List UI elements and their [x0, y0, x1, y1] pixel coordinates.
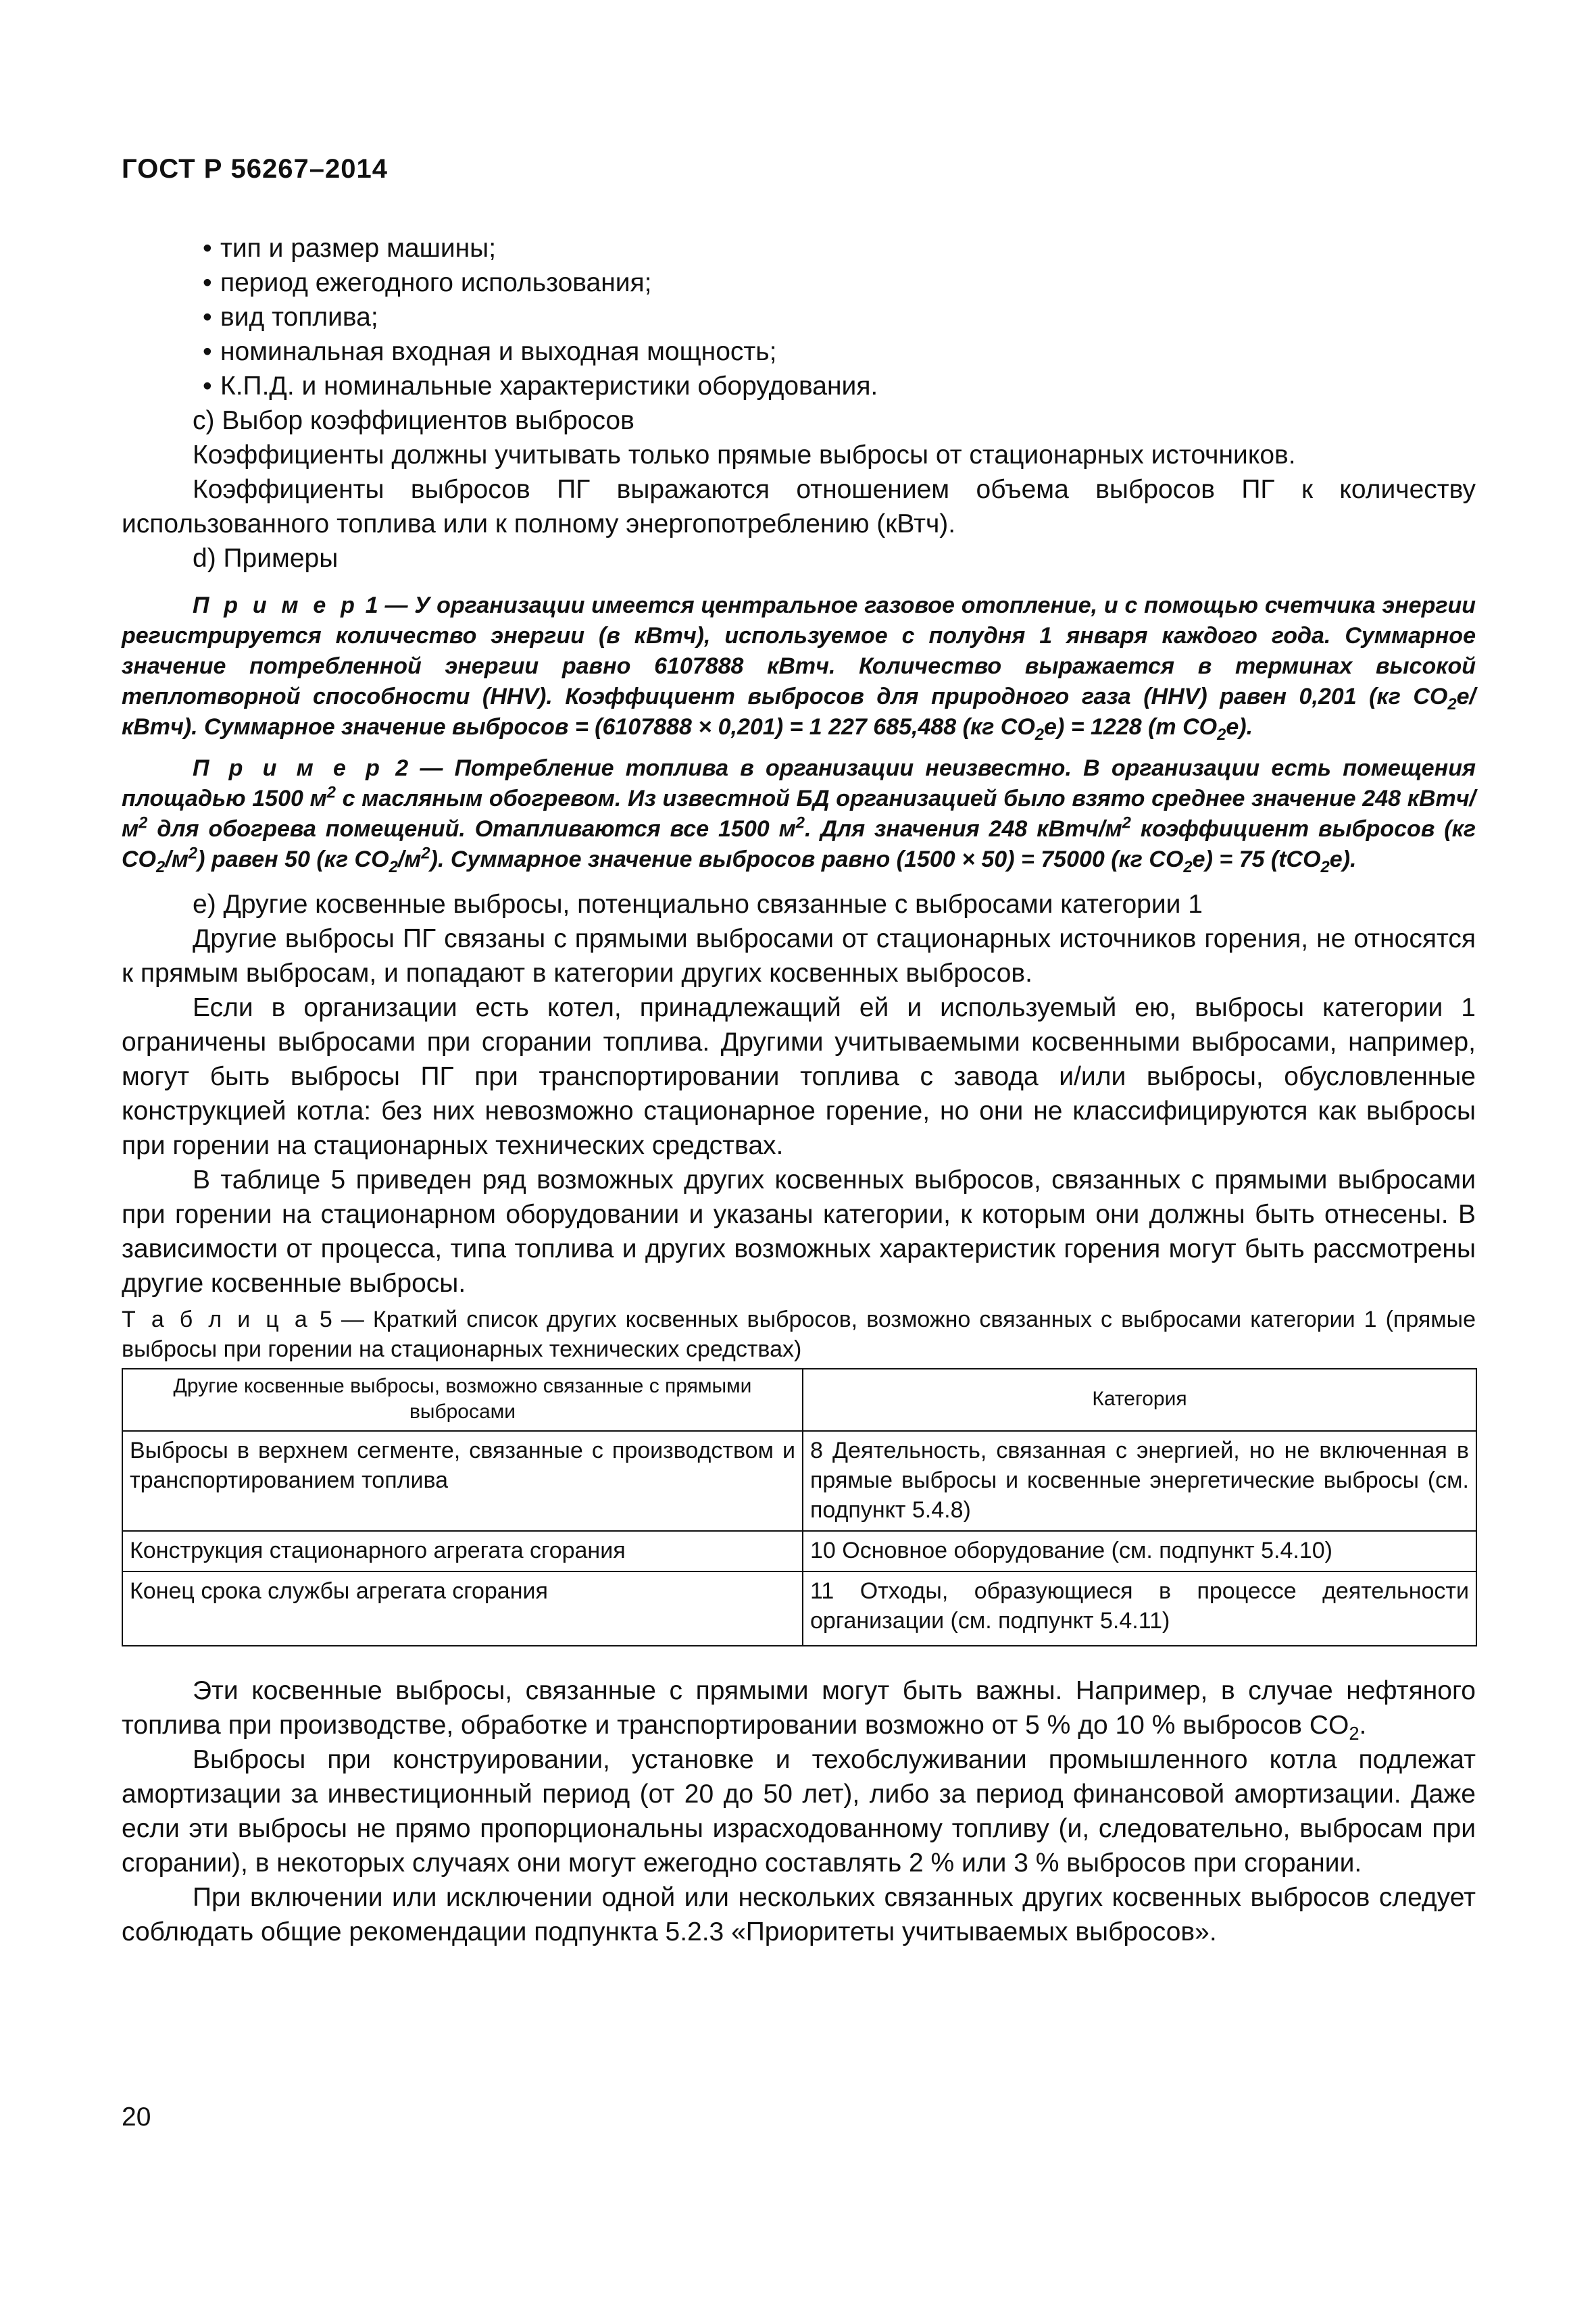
- table-cell: 11 Отходы, образующиеся в процессе деятельности организации (см. подпункт 5.4.11): [803, 1571, 1476, 1646]
- table-cell: 8 Деятельность, связанная с энергией, но не включенная в прямые выбросы и косвенные энергетические выбросы (см. подпункт 5.4.8): [803, 1431, 1476, 1531]
- table-header-row: [122, 1369, 1476, 1431]
- bullet-icon: •: [203, 268, 212, 297]
- section-d-heading: d) Примеры: [193, 544, 339, 573]
- list-item: • номинальная входная и выходная мощность;: [122, 334, 1476, 369]
- bullet-icon: •: [203, 372, 212, 401]
- paragraph: При включении или исключении одной или нескольких связанных других косвенных выбросов следует соблюдать общие рекомендации подпункта 5.2.3 «Приоритеты учитываемых выбросов».: [122, 1883, 1476, 1946]
- list-item: • тип и размер машины;: [122, 231, 1476, 266]
- paragraph: Коэффициенты выбросов ПГ выражаются отношением объема выбросов ПГ к количеству использованного топлива или к полному энергопотреблению (кВтч).: [122, 475, 1476, 538]
- table-row: [122, 1431, 1476, 1531]
- table-caption: Т а б л и ц а 5 — Краткий список других косвенных выбросов, возможно связанных с выбросами категории 1 (прямые выбросы при горении на стационарных технических средствах): [122, 1307, 1476, 1362]
- page-content: [122, 231, 1476, 1949]
- page-number: 20: [122, 2103, 151, 2132]
- bullet-list: [122, 231, 1476, 403]
- list-item: • вид топлива;: [122, 300, 1476, 334]
- section-c-heading: c) Выбор коэффициентов выбросов: [193, 406, 634, 435]
- table-cell: Конец срока службы агрегата сгорания: [122, 1571, 803, 1646]
- table-cell: Конструкция стационарного агрегата сгорания: [122, 1531, 803, 1571]
- table-cell: Выбросы в верхнем сегменте, связанные с производством и транспортированием топлива: [122, 1431, 803, 1531]
- list-item: • К.П.Д. и номинальные характеристики оборудования.: [122, 369, 1476, 403]
- bullet-icon: •: [203, 303, 212, 332]
- paragraph: Другие выбросы ПГ связаны с прямыми выбросами от стационарных источников горения, не относятся к прямым выбросам, и попадают в категории других косвенных выбросов.: [122, 924, 1476, 988]
- paragraph: В таблице 5 приведен ряд возможных других косвенных выбросов, связанных с прямыми выбросами при горении на стационарном оборудовании и указаны категории, к которым они должны быть отнесены. В зависимости от процесса, типа топлива и других возможных характеристик горения могут быть рассмотрены другие косвенные выбросы.: [122, 1165, 1476, 1298]
- list-item: • период ежегодного использования;: [122, 266, 1476, 300]
- table-cell: 10 Основное оборудование (см. подпункт 5.4.10): [803, 1531, 1476, 1571]
- example-2: П р и м е р 2 — Потребление топлива в организации неизвестно. В организации есть помещения площадью 1500 $м^2$ с масляным обогревом. Из известной БД организацией было взято среднее значение 248 кВтч/$м^2$ для обогрева помещений. Отапливаются все 1500 $м^2$. Для значения 248 кВтч/$м^2$ коэффициент выбросов (кг $CO_2/м^2$) равен 50 (кг $CO_2/м^2$). Суммарное значение выбросов равно (1500 × 50) = 75000 (кг $CO_2е) = 75$ (tCO$_2$е).: [122, 755, 1476, 876]
- column-header: Другие косвенные выбросы, возможно связанные с прямыми выбросами: [122, 1369, 803, 1431]
- paragraph: Эти косвенные выбросы, связанные с прямыми могут быть важны. Например, в случае нефтяного топлива при производстве, обработке и транспортировании возможно от 5 % до 10 % выбросов $CO_2$.: [122, 1676, 1476, 1744]
- example-1: П р и м е р 1 — У организации имеется центральное газовое отопление, и с помощью счетчика энергии регистрируется количество энергии (в кВтч), используемое с полудня 1 января каждого года. Суммарное значение потребленной энергии равно 6107888 кВтч. Количество выражается в терминах высокой теплотворной способности (HHV). Коэффициент выбросов для природного газа (HHV) равен 0,201 (кг $CO_2е/кВтч$). Суммарное значение выбросов = (6107888 × 0,201) = 1 227 685,488 (кг $CO_2е) = 1228$ (т $CO_2е$).: [122, 593, 1476, 744]
- column-header: Категория: [803, 1369, 1476, 1431]
- table-row: [122, 1571, 1476, 1646]
- paragraph: Выбросы при конструировании, установке и техобслуживании промышленного котла подлежат амортизации за инвестиционный период (от 20 до 50 лет), либо за период финансовой амортизации. Даже если эти выбросы не прямо пропорциональны израсходованному топливу (и, следовательно, выбросам при сгорании), в некоторых случаях они могут ежегодно составлять 2 % или 3 % выбросов при сгорании.: [122, 1745, 1476, 1878]
- bullet-icon: •: [203, 337, 212, 366]
- paragraph: Коэффициенты должны учитывать только прямые выбросы от стационарных источников.: [193, 441, 1296, 470]
- table-row: [122, 1531, 1476, 1571]
- standard-title: ГОСТ Р 56267–2014: [122, 154, 388, 184]
- bullet-icon: •: [203, 234, 212, 263]
- emissions-table: [122, 1368, 1477, 1646]
- section-e-heading: e) Другие косвенные выбросы, потенциально связанные с выбросами категории 1: [193, 890, 1203, 919]
- paragraph: Если в организации есть котел, принадлежащий ей и используемый ею, выбросы категории 1 ограничены выбросами при сгорании топлива. Другими учитываемыми косвенными выбросами, например, могут быть выбросы ПГ при транспортировании топлива с завода и/или выбросы, обусловленные конструкцией котла: без них невозможно стационарное горение, но они не классифицируются как выбросы при горении на стационарных технических средствах.: [122, 993, 1476, 1160]
